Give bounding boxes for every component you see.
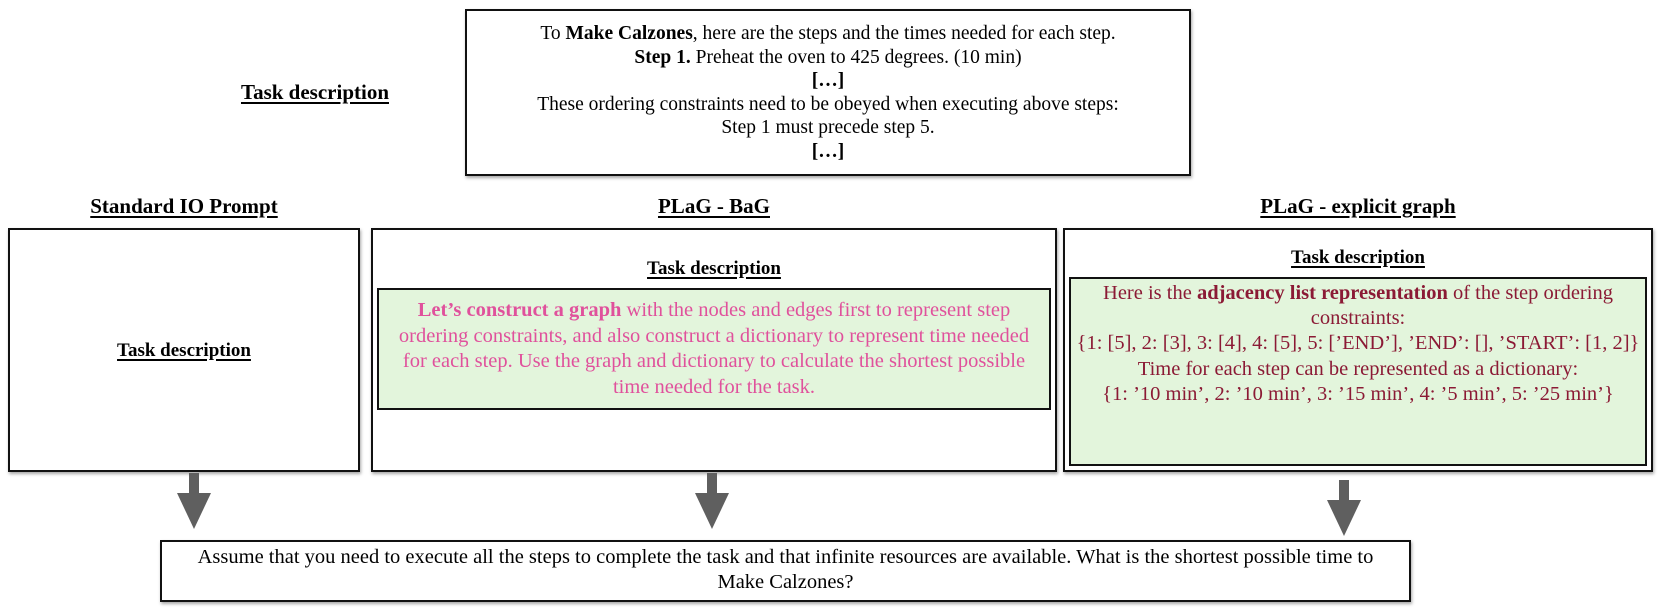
adjacency-intro-prefix: Here is the xyxy=(1103,282,1197,304)
question-box xyxy=(160,540,1411,602)
plag-bag-task-label: Task description xyxy=(647,258,781,279)
task-description-box xyxy=(465,9,1191,176)
time-dictionary: {1: ’10 min’, 2: ’10 min’, 3: ’15 min’, 4: ’5 min’, 5: ’25 min’} xyxy=(1102,382,1614,405)
arrow-down-icon xyxy=(695,473,729,529)
plag-bag-box xyxy=(371,228,1057,472)
time-dictionary-intro: Time for each step can be represented as a dictionary: xyxy=(1137,357,1579,380)
arrow-down-icon xyxy=(1327,480,1361,536)
task-name: Make Calzones xyxy=(565,23,693,44)
ellipsis: […] xyxy=(811,70,845,91)
standard-io-box xyxy=(8,228,360,472)
standard-io-task-label: Task description xyxy=(117,340,251,361)
question-text: Assume that you need to execute all the steps to complete the task and that infinite resources are available. What is the shortest possible time to Make Calzones? xyxy=(197,546,1374,593)
plag-explicit-prompt-text xyxy=(1071,279,1645,407)
adjacency-intro-bold: adjacency list representation xyxy=(1196,282,1448,304)
constraint-line: Step 1 must precede step 5. xyxy=(721,117,935,138)
task-intro-suffix: , here are the steps and the times needed for each step. xyxy=(692,23,1116,44)
plag-explicit-graph-box xyxy=(1063,228,1653,472)
ellipsis: […] xyxy=(811,140,845,162)
adjacency-list: {1: [5], 2: [3], 3: [4], 4: [5], 5: [’END’], ’END’: [], ’START’: [1, 2]} xyxy=(1076,332,1640,355)
plag-bag-prompt-rest: with the nodes and edges first to represent step ordering constraints, and also construct a dictionary to represent time needed for each step. Use the graph and dictionary to calculate the shortest possible time needed for the task. xyxy=(398,299,1030,398)
plag-explicit-task-label: Task description xyxy=(1291,247,1425,268)
task-description-label: Task description xyxy=(240,80,389,104)
task-description-text xyxy=(467,22,1189,163)
column-title-standard-io: Standard IO Prompt xyxy=(90,194,278,218)
adjacency-intro-suffix: of the step ordering constraints: xyxy=(1310,282,1613,330)
task-intro-prefix: To xyxy=(540,23,566,44)
plag-bag-prompt-text xyxy=(379,290,1049,400)
plag-bag-prompt-bold: Let’s construct a graph xyxy=(417,299,622,321)
column-title-plag-explicit-graph: PLaG - explicit graph xyxy=(1260,194,1456,218)
step-1-line xyxy=(467,46,1189,70)
task-intro-line xyxy=(467,22,1189,46)
arrow-down-icon xyxy=(177,473,211,529)
adjacency-intro xyxy=(1075,281,1641,331)
step-1-text: Preheat the oven to 425 degrees. (10 min) xyxy=(690,46,1022,68)
plag-bag-prompt-box xyxy=(377,288,1051,410)
column-title-plag-bag: PLaG - BaG xyxy=(657,194,770,218)
step-1-label: Step 1. xyxy=(634,46,691,68)
plag-explicit-prompt-box xyxy=(1069,277,1647,466)
constraints-intro: These ordering constraints need to be obeyed when executing above steps: xyxy=(537,93,1119,115)
